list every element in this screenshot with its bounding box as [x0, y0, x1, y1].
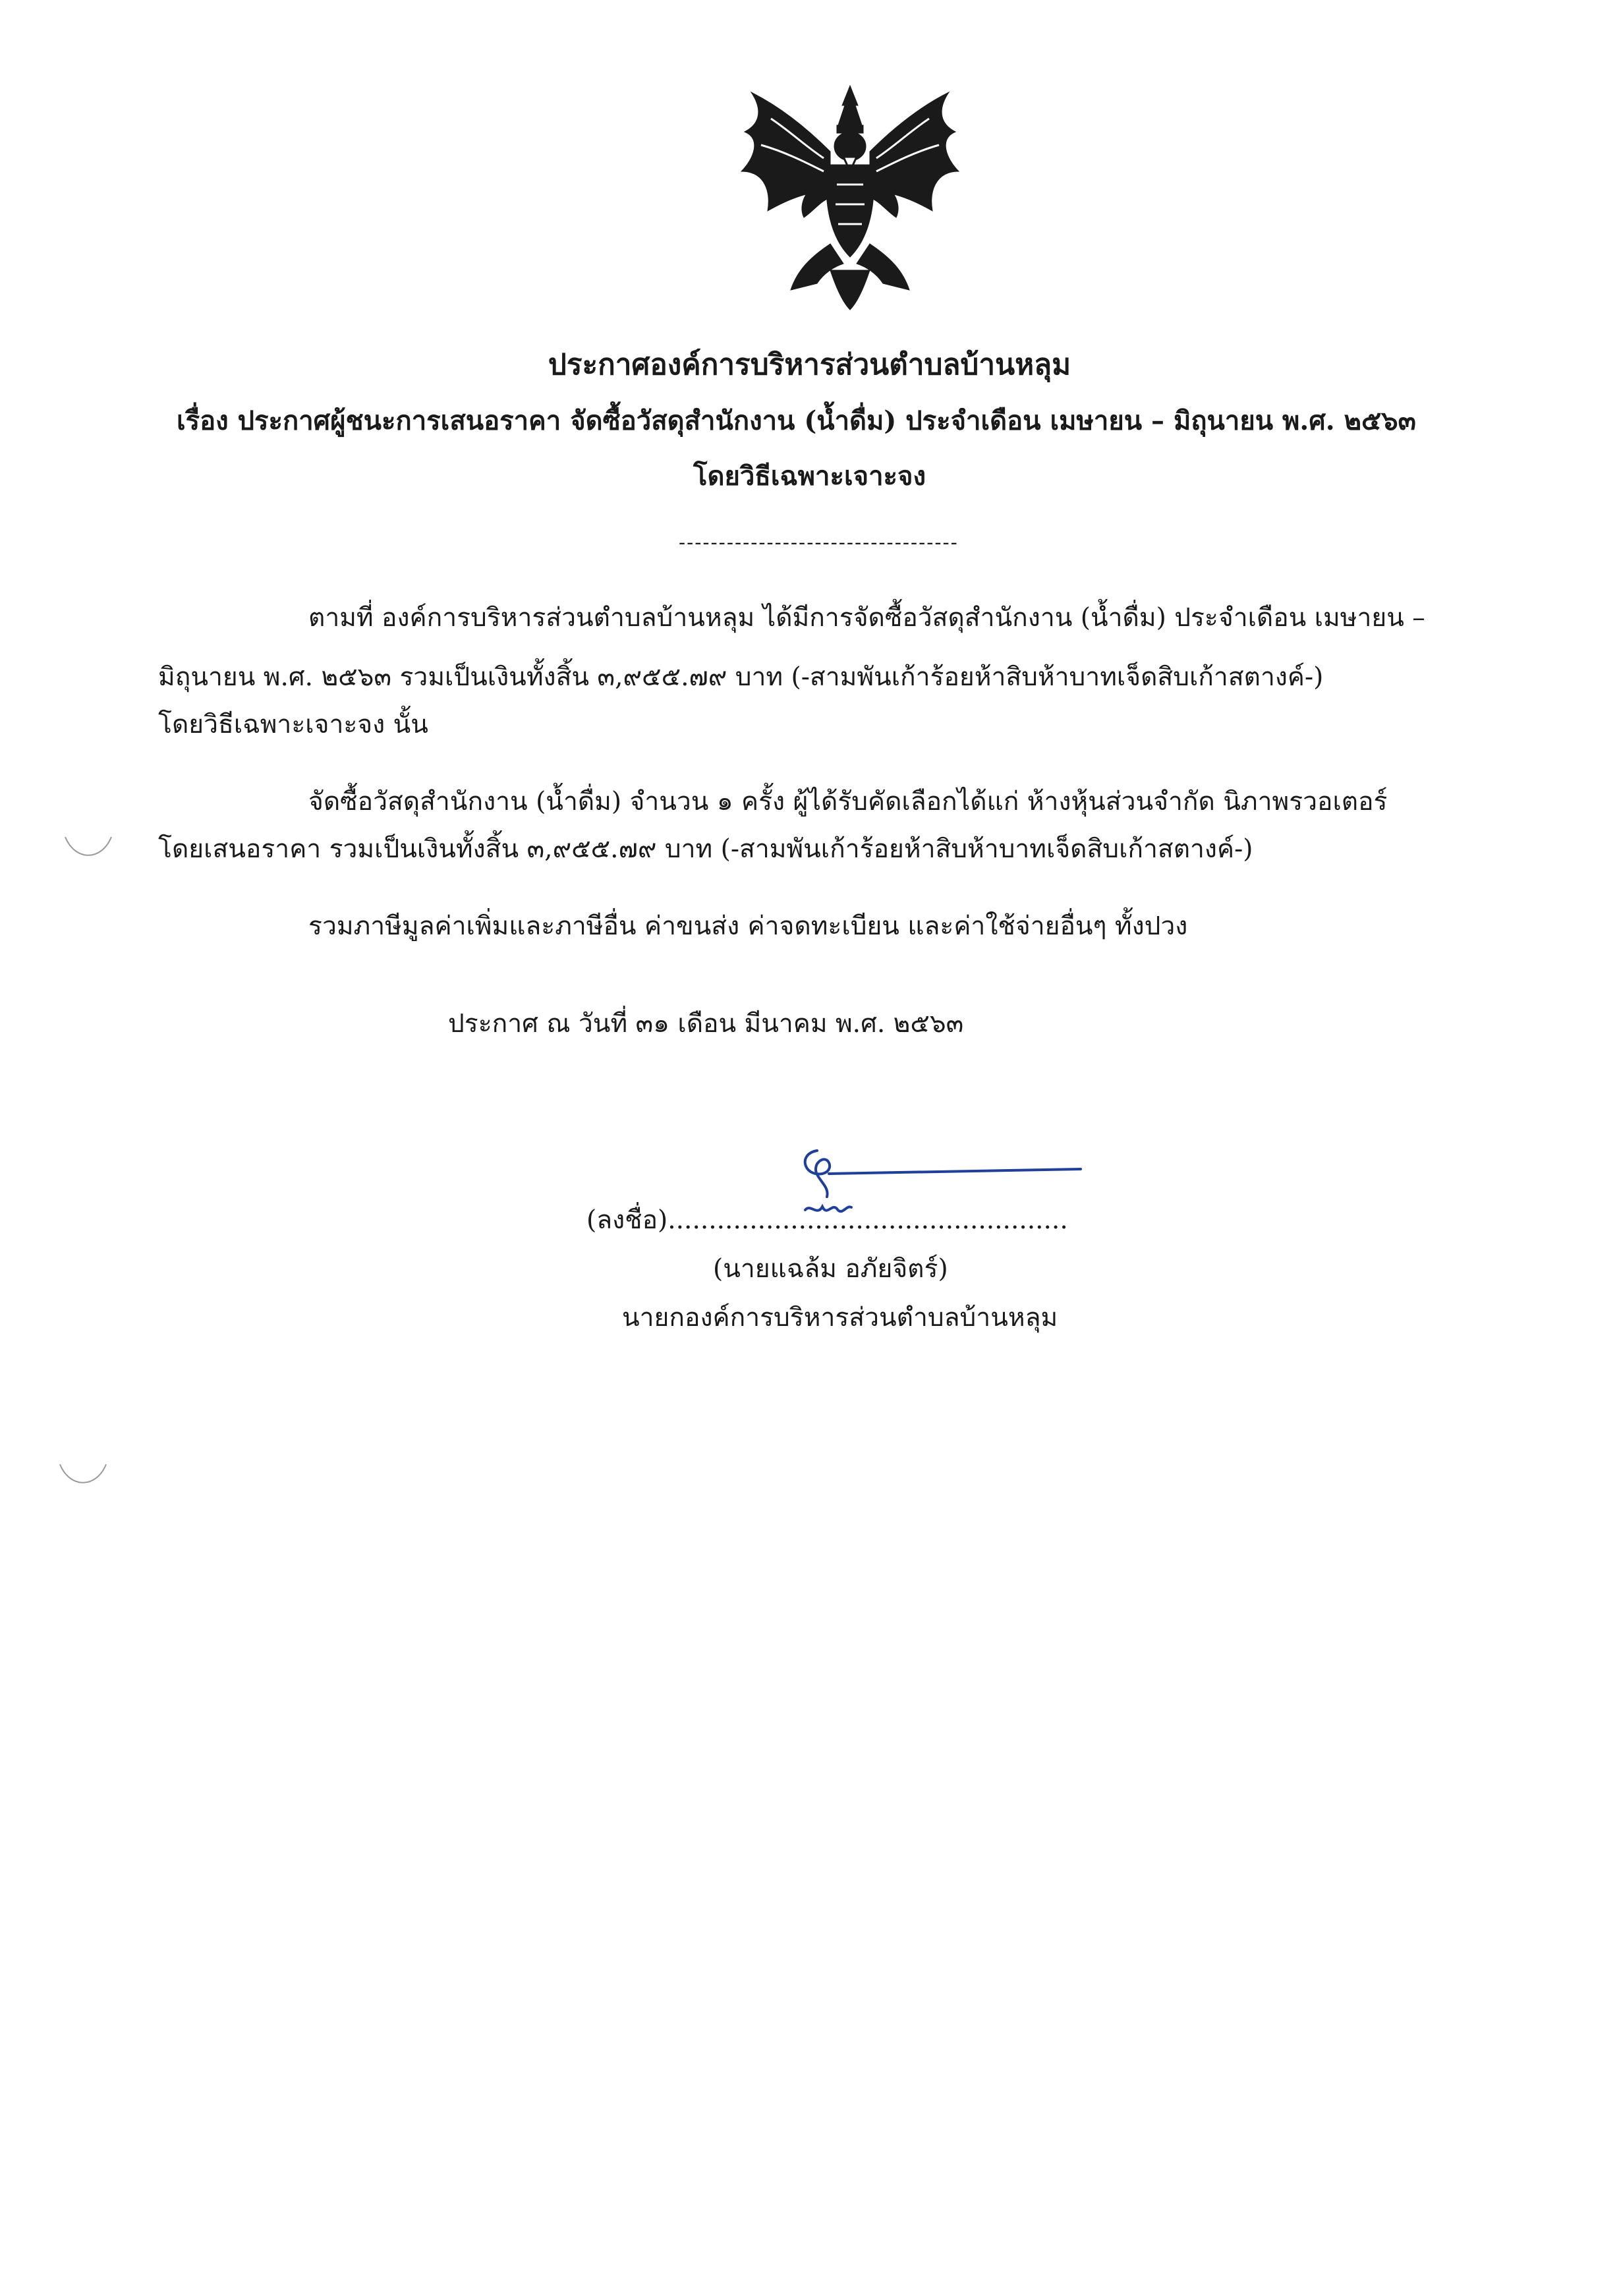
punch-hole-mark [57, 1459, 109, 1492]
paragraph-1-line-3: โดยวิธีเฉพาะเจาะจง นั้น [158, 710, 428, 739]
procurement-method: โดยวิธีเฉพาะเจาะจง [693, 461, 926, 492]
announcement-date: ประกาศ ณ วันที่ ๓๑ เดือน มีนาคม พ.ศ. ๒๕๖๓ [448, 1009, 964, 1039]
garuda-emblem-icon [731, 79, 969, 316]
signature-line: (ลงชื่อ)................................................. [586, 1205, 1068, 1235]
paragraph-2-line-2: โดยเสนอราคา รวมเป็นเงินทั้งสิ้น ๓,๙๕๕.๗๙ บาท (-สามพันเก้าร้อยห้าสิบห้าบาทเจ็ดสิบเก้าสตางค์-) [158, 834, 1253, 864]
signatory-position: นายกองค์การบริหารส่วนตำบลบ้านหลุม [622, 1303, 1058, 1333]
paragraph-1-line-2: มิถุนายน พ.ศ. ๒๕๖๓ รวมเป็นเงินทั้งสิ้น ๓,๙๕๕.๗๙ บาท (-สามพันเก้าร้อยห้าสิบห้าบาทเจ็ดสิบเก้าสตางค์-) [158, 662, 1324, 692]
document-subject: เรื่อง ประกาศผู้ชนะการเสนอราคา จัดซื้อวัสดุสำนักงาน (น้ำดื่ม) ประจำเดือน เมษายน – มิถุนายน พ.ศ. ๒๕๖๓ [177, 405, 1416, 436]
paragraph-3: รวมภาษีมูลค่าเพิ่มและภาษีอื่น ค่าขนส่ง ค่าจดทะเบียน และค่าใช้จ่ายอื่นๆ ทั้งปวง [308, 911, 1188, 941]
punch-hole-mark [62, 832, 115, 865]
document-title: ประกาศองค์การบริหารส่วนตำบลบ้านหลุม [548, 348, 1071, 382]
paragraph-1-line-1: ตามที่ องค์การบริหารส่วนตำบลบ้านหลุม ได้มีการจัดซื้อวัสดุสำนักงาน (น้ำดื่ม) ประจำเดือน เมษายน – [308, 603, 1425, 633]
handwritten-signature [791, 1144, 1094, 1236]
signatory-name: (นายแฉล้ม อภัยจิตร์) [713, 1254, 948, 1284]
paragraph-2-line-1: จัดซื้อวัสดุสำนักงาน (น้ำดื่ม) จำนวน ๑ ครั้ง ผู้ได้รับคัดเลือกได้แก่ ห้างหุ้นส่วนจำกัด นิภาพรวอเตอร์ [308, 787, 1388, 817]
divider: ----------------------------------- [679, 531, 959, 554]
